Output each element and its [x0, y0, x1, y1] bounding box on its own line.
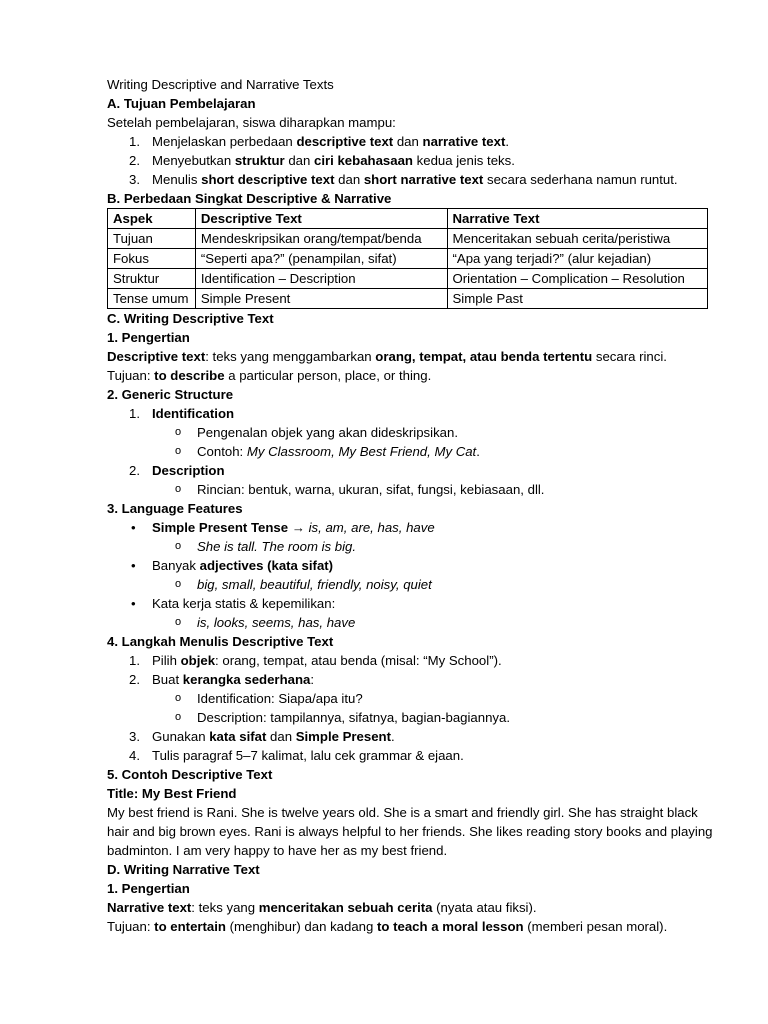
bold-text: descriptive text: [296, 134, 394, 149]
text: secara sederhana namun runtut.: [483, 172, 678, 187]
text: Tujuan:: [107, 368, 155, 383]
text: dan: [393, 134, 423, 149]
bold-text: Simple Present: [295, 729, 391, 744]
sub-item: [107, 423, 717, 442]
table-row: [108, 269, 708, 289]
text: Tujuan:: [107, 919, 155, 934]
section-c-heading: C. Writing Descriptive Text: [107, 311, 274, 326]
text: Description: tampilannya, sifatnya, bagian-bagiannya.: [197, 710, 511, 725]
text: : teks yang: [191, 900, 259, 915]
language-features-heading: 3. Language Features: [107, 501, 243, 516]
table-row: [108, 289, 708, 309]
text: Menulis: [152, 172, 202, 187]
table-cell: Simple Present: [195, 289, 447, 309]
sub-item: [107, 689, 717, 708]
text: Pilih: [152, 653, 181, 668]
sub-item: [107, 575, 717, 594]
document-page: [107, 75, 717, 936]
circle-bullet-icon: o: [175, 578, 182, 590]
circle-bullet-icon: o: [175, 540, 182, 552]
circle-bullet-icon: o: [175, 445, 182, 457]
text: Kata kerja statis & kepemilikan:: [152, 596, 336, 611]
text: : teks yang menggambarkan: [205, 349, 376, 364]
table-cell: Mendeskripsikan orang/tempat/benda: [195, 229, 447, 249]
text: Menjelaskan perbedaan: [152, 134, 297, 149]
list-number: 2.: [129, 463, 140, 478]
section-d-heading: D. Writing Narrative Text: [107, 862, 260, 877]
objective-item-1: [107, 132, 717, 151]
table-cell: “Apa yang terjadi?” (alur kejadian): [447, 249, 708, 269]
bold-text: menceritakan sebuah cerita: [258, 900, 433, 915]
bold-text: short narrative text: [363, 172, 484, 187]
italic-text: is, looks, seems, has, have: [197, 615, 356, 630]
comparison-table: [107, 208, 708, 309]
text: Buat: [152, 672, 183, 687]
structure-item-identification: [107, 404, 717, 423]
text: (memberi pesan moral).: [523, 919, 668, 934]
table-row: [108, 249, 708, 269]
text: Tulis paragraf 5–7 kalimat, lalu cek grammar & ejaan.: [152, 748, 464, 763]
list-number: 2.: [129, 153, 140, 168]
text: Pengenalan objek yang akan dideskripsikan.: [197, 425, 459, 440]
section-b-heading: B. Perbedaan Singkat Descriptive & Narrative: [107, 191, 392, 206]
text: dan: [284, 153, 315, 168]
header-descriptive: Descriptive Text: [195, 209, 447, 229]
table-cell: Fokus: [108, 249, 196, 269]
narrative-definition: [107, 898, 717, 917]
generic-structure-heading: 2. Generic Structure: [107, 387, 234, 402]
text: secara rinci.: [592, 349, 667, 364]
descriptive-goal: [107, 366, 717, 385]
text: .: [476, 444, 480, 459]
bold-text: Narrative text: [107, 900, 192, 915]
bold-text: short descriptive text: [201, 172, 335, 187]
sub-item: [107, 708, 717, 727]
descriptive-definition: [107, 347, 717, 366]
bold-text: kata sifat: [209, 729, 267, 744]
list-number: 1.: [129, 406, 140, 421]
bold-text: kerangka sederhana: [182, 672, 311, 687]
bold-text: Descriptive text: [107, 349, 206, 364]
bold-text: Identification: [152, 406, 235, 421]
list-number: 1.: [129, 653, 140, 668]
circle-bullet-icon: o: [175, 483, 182, 495]
bullet-icon: •: [131, 520, 136, 535]
step-item-2: [107, 670, 717, 689]
narrative-pengertian-heading: 1. Pengertian: [107, 881, 190, 896]
text: Banyak: [152, 558, 200, 573]
bold-text: to describe: [154, 368, 225, 383]
list-number: 2.: [129, 672, 140, 687]
bullet-icon: •: [131, 596, 136, 611]
table-cell: “Seperti apa?” (penampilan, sifat): [195, 249, 447, 269]
sub-item: [107, 537, 717, 556]
text: kedua jenis teks.: [412, 153, 515, 168]
bold-text: adjectives (kata sifat): [199, 558, 334, 573]
bullet-icon: •: [131, 558, 136, 573]
bold-text: to teach a moral lesson: [377, 919, 524, 934]
example-heading: 5. Contoh Descriptive Text: [107, 767, 273, 782]
table-cell: Tense umum: [108, 289, 196, 309]
sub-item: [107, 613, 717, 632]
italic-text: is, am, are, has, have: [308, 520, 435, 535]
step-item-3: [107, 727, 717, 746]
document-title: Writing Descriptive and Narrative Texts: [107, 77, 334, 92]
italic-text: big, small, beautiful, friendly, noisy, quiet: [197, 577, 432, 592]
table-cell: Identification – Description: [195, 269, 447, 289]
circle-bullet-icon: o: [175, 711, 182, 723]
pengertian-heading: 1. Pengertian: [107, 330, 190, 345]
text: dan: [266, 729, 296, 744]
text: .: [391, 729, 395, 744]
bold-text: objek: [180, 653, 216, 668]
circle-bullet-icon: o: [175, 426, 182, 438]
narrative-goal: [107, 917, 717, 936]
table-row: [108, 229, 708, 249]
writing-steps-heading: 4. Langkah Menulis Descriptive Text: [107, 634, 334, 649]
bold-text: narrative text: [422, 134, 506, 149]
list-number: 4.: [129, 748, 140, 763]
sub-item: [107, 480, 717, 499]
header-narrative: Narrative Text: [447, 209, 708, 229]
bold-text: Description: [152, 463, 225, 478]
feature-item: [107, 594, 717, 613]
sub-item: [107, 442, 717, 461]
structure-item-description: [107, 461, 717, 480]
feature-item: [107, 518, 717, 537]
section-a-intro: Setelah pembelajaran, siswa diharapkan mampu:: [107, 115, 396, 130]
bold-text: ciri kebahasaan: [314, 153, 413, 168]
circle-bullet-icon: o: [175, 616, 182, 628]
italic-text: My Classroom, My Best Friend, My Cat: [246, 444, 477, 459]
text: .: [505, 134, 510, 149]
objective-item-2: [107, 151, 717, 170]
list-number: 3.: [129, 172, 140, 187]
example-paragraph: My best friend is Rani. She is twelve years old. She is a smart and friendly girl. She has straight black hair and big brown eyes. Rani is always helpful to her friends. She likes reading story books and playing badminton. I am very happy to have her as my best friend.: [107, 805, 713, 858]
arrow-icon: →: [288, 520, 309, 535]
table-cell: Tujuan: [108, 229, 196, 249]
text: :: [310, 672, 315, 687]
bold-text: orang, tempat, atau benda tertentu: [375, 349, 593, 364]
text: Menyebutkan: [152, 153, 235, 168]
list-number: 3.: [129, 729, 140, 744]
table-cell: Orientation – Complication – Resolution: [447, 269, 708, 289]
text: (nyata atau fiksi).: [432, 900, 537, 915]
objective-item-3: [107, 170, 717, 189]
list-number: 1.: [129, 134, 140, 149]
feature-item: [107, 556, 717, 575]
text: (menghibur) dan kadang: [225, 919, 378, 934]
table-cell: Menceritakan sebuah cerita/peristiwa: [447, 229, 708, 249]
table-cell: Simple Past: [447, 289, 708, 309]
bold-text: to entertain: [154, 919, 226, 934]
step-item-1: [107, 651, 717, 670]
header-aspek: Aspek: [108, 209, 196, 229]
circle-bullet-icon: o: [175, 692, 182, 704]
step-item-4: [107, 746, 717, 765]
text: Gunakan: [152, 729, 210, 744]
table-header-row: [108, 209, 708, 229]
bold-text: Simple Present Tense: [152, 520, 289, 535]
text: dan: [334, 172, 364, 187]
text: Contoh:: [197, 444, 247, 459]
section-a-heading: A. Tujuan Pembelajaran: [107, 96, 256, 111]
text: Identification: Siapa/apa itu?: [197, 691, 363, 706]
text: a particular person, place, or thing.: [224, 368, 432, 383]
example-title: Title: My Best Friend: [107, 786, 237, 801]
bold-text: struktur: [234, 153, 285, 168]
italic-text: She is tall. The room is big.: [197, 539, 357, 554]
text: Rincian: bentuk, warna, ukuran, sifat, fungsi, kebiasaan, dll.: [197, 482, 545, 497]
table-cell: Struktur: [108, 269, 196, 289]
text: : orang, tempat, atau benda (misal: “My School”).: [215, 653, 502, 668]
